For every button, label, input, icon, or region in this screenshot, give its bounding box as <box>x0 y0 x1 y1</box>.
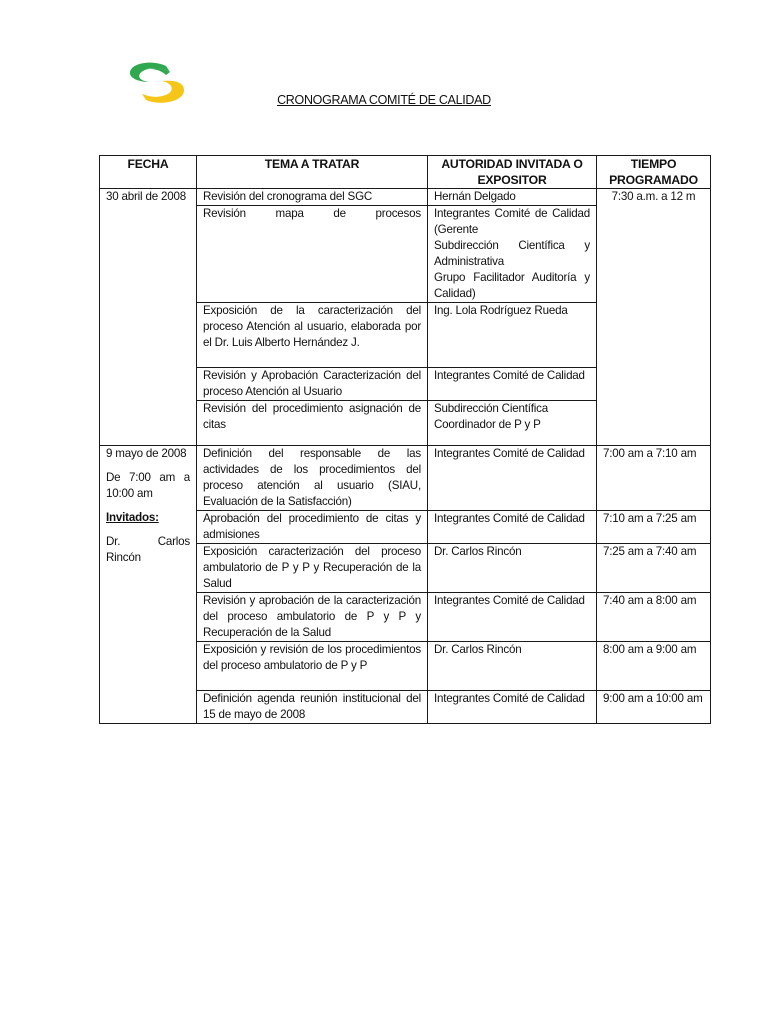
header-fecha: FECHA <box>100 156 197 189</box>
header-tiempo: TIEMPO PROGRAMADO <box>597 156 711 189</box>
session1-autoridad-2-line3: Grupo Facilitador Auditoría y Calidad) <box>434 271 590 300</box>
session2-autoridad-5: Dr. Carlos Rincón <box>428 642 597 691</box>
session2-tiempo-2: 7:10 am a 7:25 am <box>597 511 711 544</box>
session1-autoridad-2-line1: Integrantes Comité de Calidad (Gerente <box>434 207 590 236</box>
session1-autoridad-5-line1: Subdirección Científica <box>434 402 548 415</box>
session2-autoridad-6: Integrantes Comité de Calidad <box>428 691 597 724</box>
header-autoridad: AUTORIDAD INVITADA O EXPOSITOR <box>428 156 597 189</box>
session2-invitados-label: Invitados: <box>106 511 159 524</box>
session2-tiempo-5: 8:00 am a 9:00 am <box>597 642 711 691</box>
session1-tema-3: Exposición de la caracterización del proceso Atención al usuario, elaborada por el Dr. Luis Alberto Hernández J. <box>197 303 428 368</box>
session1-autoridad-4: Integrantes Comité de Calidad <box>428 368 597 401</box>
session2-tema-6: Definición agenda reunión institucional del 15 de mayo de 2008 <box>197 691 428 724</box>
session2-autoridad-4: Integrantes Comité de Calidad <box>428 593 597 642</box>
session2-tiempo-3: 7:25 am a 7:40 am <box>597 544 711 593</box>
session2-tema-4: Revisión y aprobación de la caracterización del proceso ambulatorio de P y P y Recuperación de la Salud <box>197 593 428 642</box>
session1-autoridad-3: Ing. Lola Rodríguez Rueda <box>428 303 597 368</box>
session2-tiempo-4: 7:40 am a 8:00 am <box>597 593 711 642</box>
session2-tema-2: Aprobación del procedimiento de citas y admisiones <box>197 511 428 544</box>
session1-tema-2: Revisión mapa de procesos <box>203 207 421 220</box>
session2-fecha-cell <box>100 446 197 724</box>
session2-autoridad-2: Integrantes Comité de Calidad <box>428 511 597 544</box>
session2-fecha: 9 mayo de 2008 <box>106 447 187 460</box>
session2-tema-1: Definición del responsable de las actividades de los procedimientos del proceso atención al usuario (SIAU, Evaluación de la Satisfacción) <box>197 446 428 511</box>
table-row <box>100 446 711 511</box>
session2-horario: De 7:00 am a 10:00 am <box>106 471 190 500</box>
session1-autoridad-5-line2: Coordinador de P y P <box>434 418 541 431</box>
session1-tema-5: Revisión del procedimiento asignación de citas <box>197 401 428 446</box>
session1-autoridad-5-cell <box>428 401 597 446</box>
session1-autoridad-1: Hernán Delgado <box>428 189 597 206</box>
session2-tiempo-1: 7:00 am a 7:10 am <box>597 446 711 511</box>
session1-tema-1: Revisión del cronograma del SGC <box>197 189 428 206</box>
session1-tiempo: 7:30 a.m. a 12 m <box>597 189 711 446</box>
session2-invitado: Dr. Carlos Rincón <box>106 535 190 564</box>
session2-tema-3: Exposición caracterización del proceso ambulatorio de P y P y Recuperación de la Salud <box>197 544 428 593</box>
session1-autoridad-2-line2: Subdirección Científica y Administrativa <box>434 239 590 268</box>
schedule-table <box>99 155 711 724</box>
session1-tema-4: Revisión y Aprobación Caracterización del proceso Atención al Usuario <box>197 368 428 401</box>
session1-autoridad-2-cell <box>428 206 597 303</box>
header-tema: TEMA A TRATAR <box>197 156 428 189</box>
table-header-row <box>100 156 711 189</box>
session2-tiempo-6: 9:00 am a 10:00 am <box>597 691 711 724</box>
table-row <box>100 189 711 206</box>
document-title: CRONOGRAMA COMITÉ DE CALIDAD <box>277 93 491 107</box>
session2-tema-5: Exposición y revisión de los procedimientos del proceso ambulatorio de P y P <box>197 642 428 691</box>
session2-autoridad-3: Dr. Carlos Rincón <box>428 544 597 593</box>
session1-tema-2-cell <box>197 206 428 303</box>
session1-fecha: 30 abril de 2008 <box>100 189 197 446</box>
session2-autoridad-1: Integrantes Comité de Calidad <box>428 446 597 511</box>
